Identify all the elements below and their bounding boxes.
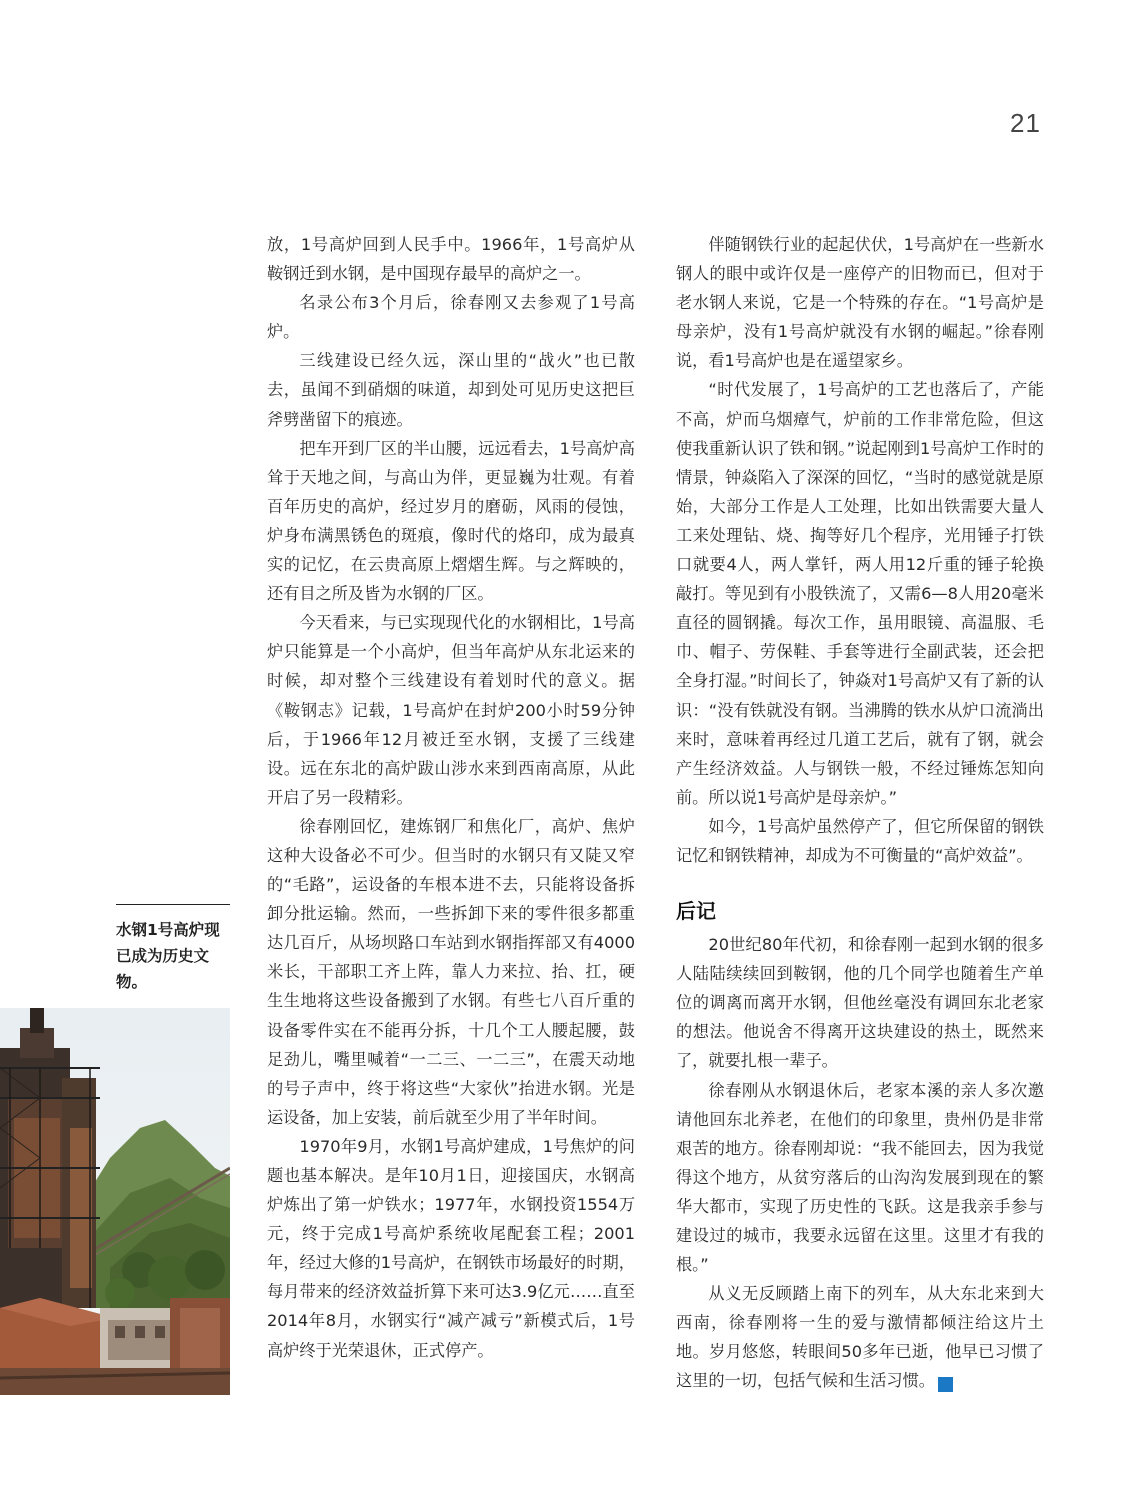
left-column [267, 230, 635, 1365]
paragraph: 今天看来，与已实现现代化的水钢相比，1号高炉只能算是一个小高炉，但当年高炉从东北运来的时候，却对整个三线建设有着划时代的意义。据《鞍钢志》记载，1号高炉在封炉200小时59分钟后，于1966年12月被迁至水钢，支援了三线建设。远在东北的高炉跋山涉水来到西南高原，从此开启了另一段精彩。 [267, 613, 635, 807]
photo-caption: 水钢1号高炉现已成为历史文物。 [116, 921, 220, 991]
paragraph: 1970年9月，水钢1号高炉建成，1号焦炉的问题也基本解决。是年10月1日，迎接国庆，水钢高炉炼出了第一炉铁水；1977年，水钢投资1554万元，终于完成1号高炉系统收尾配套工程；2001年，经过大修的1号高炉，在钢铁市场最好的时期，每月带来的经济效益折算下来可达3.9亿元……直至2014年8月，水钢实行“减产减亏”新模式后，1号高炉终于光荣退休，正式停产。 [267, 1136, 635, 1360]
section-title-afterword: 后记 [676, 899, 716, 924]
caption-divider [116, 904, 230, 905]
end-mark-icon: G [938, 1377, 953, 1392]
paragraph: 名录公布3个月后，徐春刚又去参观了1号高炉。 [267, 293, 635, 342]
paragraph-final [676, 1279, 1044, 1395]
paragraph: 三线建设已经久远，深山里的“战火”也已散去，虽闻不到硝烟的味道，却到处可见历史这把巨斧劈凿留下的痕迹。 [267, 351, 635, 429]
paragraph: 如今，1号高炉虽然停产了，但它所保留的钢铁记忆和钢铁精神，却成为不可衡量的“高炉效益”。 [676, 816, 1044, 865]
paragraph: 20世纪80年代初，和徐春刚一起到水钢的很多人陆陆续续回到鞍钢，他的几个同学也随着生产单位的调离而离开水钢，但他丝毫没有调回东北老家的想法。他说舍不得离开这块建设的热土，既然来了，就要扎根一辈子。 [676, 935, 1044, 1071]
paragraph: 放，1号高炉回到人民手中。1966年，1号高炉从鞍钢迁到水钢，是中国现存最早的高炉之一。 [267, 235, 635, 284]
paragraph: 把车开到厂区的半山腰，远远看去，1号高炉高耸于天地之间，与高山为伴，更显巍为壮观。有着百年历史的高炉，经过岁月的磨砺，风雨的侵蚀，炉身布满黑锈色的斑痕，像时代的烙印，成为最真实的记忆，在云贵高原上熠熠生辉。与之辉映的，还有目之所及皆为水钢的厂区。 [267, 438, 635, 604]
paragraph-final-text: 从义无反顾踏上南下的列车，从大东北来到大西南，徐春刚将一生的爱与激情都倾注给这片土地。岁月悠悠，转眼间50多年已逝，他早已习惯了这里的一切，包括气候和生活习惯。 [676, 1284, 1044, 1391]
paragraph: “时代发展了，1号高炉的工艺也落后了，产能不高，炉而乌烟瘴气，炉前的工作非常危险，但这使我重新认识了铁和钢。”说起刚到1号高炉工作时的情景，钟焱陷入了深深的回忆，“当时的感觉就是原始，大部分工作是人工处理，比如出铁需要大量人工来处理钻、烧、掏等好几个程序，光用锤子打铁口就要4人，两人掌钎，两人用12斤重的锤子轮换敲打。等见到有小股铁流了，又需6—8人用20毫米直径的圆钢撬。每次工作，虽用眼镜、高温服、毛巾、帽子、劳保鞋、手套等进行全副武装，还会把全身打湿。”时间长了，钟焱对1号高炉又有了新的认识：“没有铁就没有钢。当沸腾的铁水从炉口流淌出来时，意味着再经过几道工艺后，就有了钢，就会产生经济效益。人与钢铁一般，不经过锤炼怎知向前。所以说1号高炉是母亲炉。” [676, 380, 1044, 807]
blast-furnace-photo [0, 1008, 230, 1395]
paragraph: 徐春刚回忆，建炼钢厂和焦化厂，高炉、焦炉这种大设备必不可少。但当时的水钢只有又陡又窄的“毛路”，运设备的车根本进不去，只能将设备拆卸分批运输。然而，一些拆卸下来的零件很多都重达几百斤，从场坝路口车站到水钢指挥部又有4000米长，干部职工齐上阵，靠人力来拉、抬、扛，硬生生地将这些设备搬到了水钢。有些七八百斤重的设备零件实在不能再分拆，十几个工人腰起腰，鼓足劲儿，嘴里喊着“一二三、一二三”，在震天动地的号子声中，终于将这些“大家伙”抬进水钢。光是运设备，加上安装，前后就至少用了半年时间。 [267, 816, 635, 1127]
paragraph: 徐春刚从水钢退休后，老家本溪的亲人多次邀请他回东北养老，在他们的印象里，贵州仍是非常艰苦的地方。徐春刚却说：“我不能回去，因为我觉得这个地方，从贫穷落后的山沟沟发展到现在的繁华大都市，实现了历史性的飞跃。这是我亲手参与建设过的城市，我要永远留在这里。这里才有我的根。” [676, 1080, 1044, 1275]
paragraph: 伴随钢铁行业的起起伏伏，1号高炉在一些新水钢人的眼中或许仅是一座停产的旧物而已，但对于老水钢人来说，它是一个特殊的存在。“1号高炉是母亲炉，没有1号高炉就没有水钢的崛起。”徐春刚说，看1号高炉也是在遥望家乡。 [676, 235, 1044, 371]
right-column [676, 230, 1044, 1396]
page-number: 21 [1010, 108, 1041, 138]
